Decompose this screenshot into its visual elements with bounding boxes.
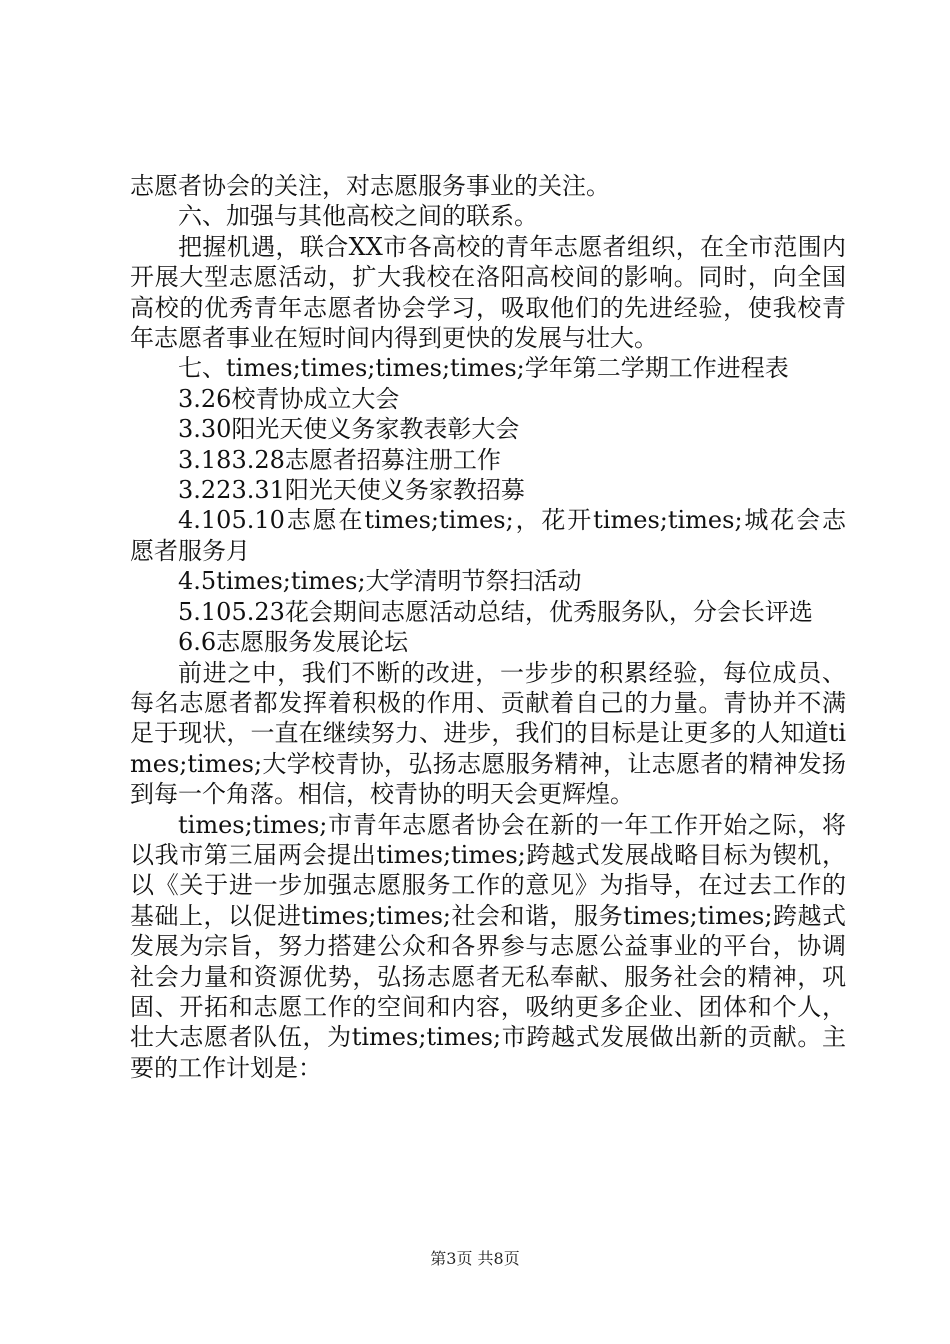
- paragraph-continuation: 志愿者协会的关注，对志愿服务事业的关注。: [130, 172, 610, 200]
- schedule-item: 3.26校青协成立大会: [178, 384, 400, 413]
- schedule-item: 3.183.28志愿者招募注册工作: [178, 445, 501, 474]
- section-heading-six: 六、加强与其他高校之间的联系。: [178, 202, 538, 231]
- schedule-item: 3.223.31阳光天使义务家教招募: [178, 476, 525, 505]
- paragraph-work-plan: times;times;市青年志愿者协会在新的一年工作开始之际，将以我市第三届两会提出times;times;跨越式发展战略目标为锲机，以《关于进一步加强志愿服务工作的意见》为指导，在过去工作的基础上，以促进times;times;社会和谐，服务times;times;跨越式发展为宗旨，努力搭建公众和各界参与志愿公益事业的平台，协调社会力量和资源优势，弘扬志愿者无私奉献、服务社会的精神，巩固、开拓和志愿工作的空间和内容，吸纳更多企业、团体和个人，壮大志愿者队伍，为times;times;市跨越式发展做出新的贡献。主要的工作计划是：: [130, 810, 846, 1082]
- paragraph-progress: 前进之中，我们不断的改进，一步步的积累经验，每位成员、每名志愿者都发挥着积极的作用、贡献着自己的力量。青协并不满足于现状，一直在继续努力、进步，我们的目标是让更多的人知道times;times;大学校青协，弘扬志愿服务精神，让志愿者的精神发扬到每一个角落。相信，校青协的明天会更辉煌。: [130, 658, 846, 809]
- section-heading-seven: 七、times;times;times;times;学年第二学期工作进程表: [178, 354, 789, 383]
- document-body: [130, 171, 846, 1083]
- schedule-item: 4.5times;times;大学清明节祭扫活动: [178, 567, 582, 596]
- schedule-item: 3.30阳光天使义务家教表彰大会: [178, 415, 520, 444]
- schedule-item: 6.6志愿服务发展论坛: [178, 628, 409, 657]
- schedule-item: 4.105.10志愿在times;times;，花开times;times;城花会志愿者服务月: [130, 506, 846, 565]
- paragraph-cooperation: 把握机遇，联合XX市各高校的青年志愿者组织，在全市范围内开展大型志愿活动，扩大我校在洛阳高校间的影响。同时，向全国高校的优秀青年志愿者协会学习，吸取他们的先进经验，使我校青年志愿者事业在短时间内得到更快的发展与壮大。: [130, 232, 846, 353]
- schedule-item: 5.105.23花会期间志愿活动总结，优秀服务队，分会长评选: [178, 597, 813, 626]
- page-number: 第3页 共8页: [430, 1249, 520, 1268]
